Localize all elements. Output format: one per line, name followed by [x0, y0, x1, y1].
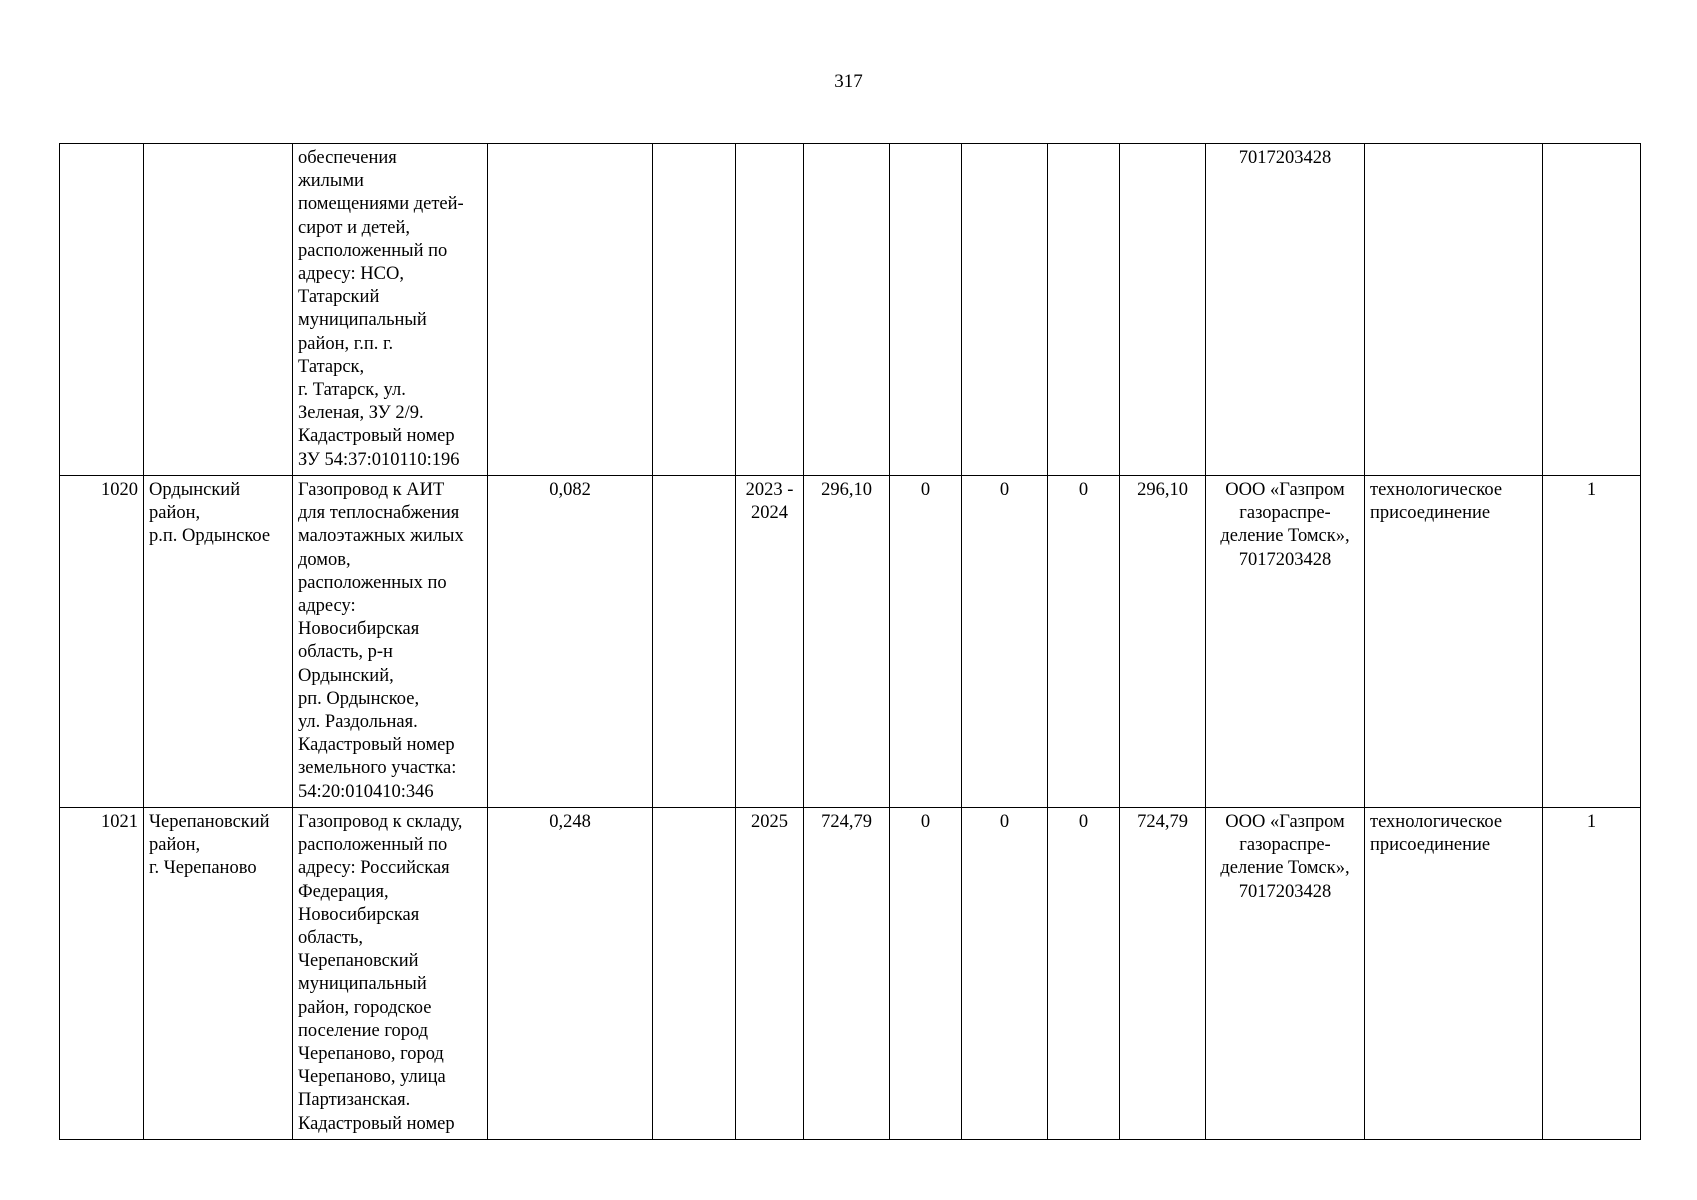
cell-value-1: 0 — [890, 808, 962, 1140]
cell-cost — [804, 144, 890, 476]
cell-column-5 — [653, 808, 736, 1140]
cell-value-3: 0 — [1048, 476, 1120, 808]
cell-count — [1543, 144, 1641, 476]
cell-value-1: 0 — [890, 476, 962, 808]
cell-purpose: технологическое присоединение — [1365, 808, 1543, 1140]
cell-length: 0,248 — [488, 808, 653, 1140]
cell-organization: ООО «Газпром газораспре- деление Томск», 7017203428 — [1206, 476, 1365, 808]
cell-district: Ордынский район, р.п. Ордынское — [144, 476, 293, 808]
cell-description: обеспечения жилыми помещениями детей- сирот и детей, расположенный по адресу: НСО, Татарский муниципальный район, г.п. г. Татарск, г. Татарск, ул. Зеленая, ЗУ 2/9. Кадастровый номер ЗУ 54:37:010110:196 — [293, 144, 488, 476]
cell-description: Газопровод к складу, расположенный по адресу: Российская Федерация, Новосибирская область, Черепановский муниципальный район, городское поселение город Черепаново, город Черепаново, улица Партизанская. Кадастровый номер — [293, 808, 488, 1140]
cell-number: 1020 — [60, 476, 144, 808]
cell-value-3: 0 — [1048, 808, 1120, 1140]
cell-length: 0,082 — [488, 476, 653, 808]
cell-total — [1120, 144, 1206, 476]
cell-column-5 — [653, 476, 736, 808]
cell-organization: ООО «Газпром газораспре- деление Томск», 7017203428 — [1206, 808, 1365, 1140]
cell-period: 2025 — [736, 808, 804, 1140]
cell-purpose — [1365, 144, 1543, 476]
objects-table — [59, 143, 1641, 1140]
cell-value-2: 0 — [962, 808, 1048, 1140]
cell-number — [60, 144, 144, 476]
cell-cost: 296,10 — [804, 476, 890, 808]
cell-cost: 724,79 — [804, 808, 890, 1140]
cell-period — [736, 144, 804, 476]
cell-value-2: 0 — [962, 476, 1048, 808]
cell-value-3 — [1048, 144, 1120, 476]
cell-organization: 7017203428 — [1206, 144, 1365, 476]
cell-count: 1 — [1543, 476, 1641, 808]
cell-district: Черепановский район, г. Черепаново — [144, 808, 293, 1140]
cell-column-5 — [653, 144, 736, 476]
cell-total: 296,10 — [1120, 476, 1206, 808]
cell-purpose: технологическое присоединение — [1365, 476, 1543, 808]
cell-number: 1021 — [60, 808, 144, 1140]
cell-value-2 — [962, 144, 1048, 476]
cell-count: 1 — [1543, 808, 1641, 1140]
cell-period: 2023 - 2024 — [736, 476, 804, 808]
cell-district — [144, 144, 293, 476]
cell-length — [488, 144, 653, 476]
cell-value-1 — [890, 144, 962, 476]
cell-total: 724,79 — [1120, 808, 1206, 1140]
table-row — [60, 808, 1641, 1140]
page-number: 317 — [834, 71, 863, 92]
cell-description: Газопровод к АИТ для теплоснабжения малоэтажных жилых домов, расположенных по адресу: Новосибирская область, р-н Ордынский, рп. Ордынское, ул. Раздольная. Кадастровый номер земельного участка: 54:20:010410:346 — [293, 476, 488, 808]
table-row — [60, 144, 1641, 476]
table-row — [60, 476, 1641, 808]
